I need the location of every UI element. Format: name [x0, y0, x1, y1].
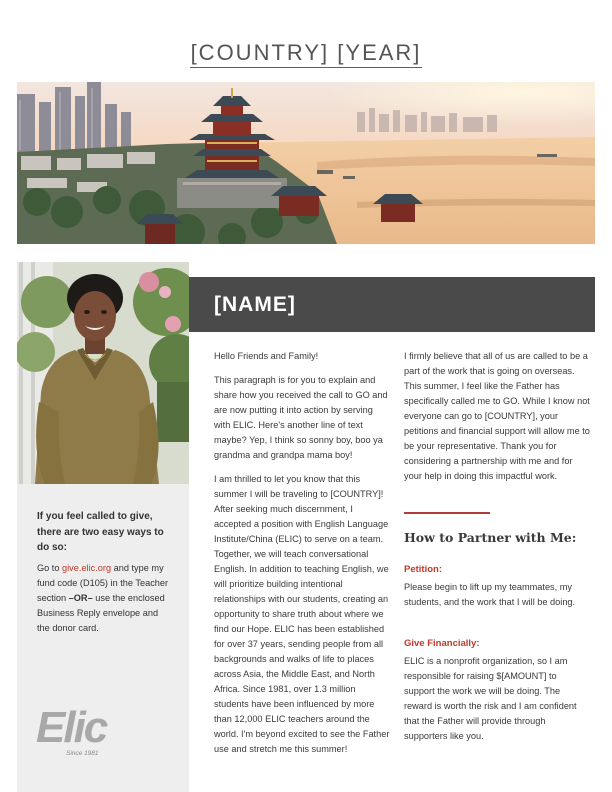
letter-column-left [214, 349, 390, 766]
page-title: [COUNTRY] [YEAR] [190, 40, 422, 65]
title-underline [190, 67, 422, 68]
give-title: Give Financially: [404, 638, 480, 649]
letter-paragraph: I am thrilled to let you know that this summer I will be traveling to [COUNTRY]! After seeking much discernment, I accepted a position with English Language Institute/China (ELIC) to serve on a team. Together, we will teach conversational English. In addition to teaching English, we will prioritize building intentional relationships with our students, creating an opportunity to share truth about where we find our Hope. ELIC has been established for over 37 years, sending people from all backgrounds and walks of life to places across Asia, the Middle East, and North Africa. Since 1981, over 1.3 million students have been influenced by more than 12,000 ELIC teachers around the world. I'm beyond excited to see the Father use and stretch me this summer! [214, 474, 390, 754]
letter-paragraph: This paragraph is for you to explain and share how you received the call to GO and are now putting it into action by serving with ELIC. Here's another line of text maybe? Yep, I think so sonny boy, boo ya grandma and grandpa mama boy! [214, 375, 388, 460]
partner-heading: How to Partner with Me: [404, 530, 577, 545]
give-link[interactable]: give.elic.org [62, 563, 112, 573]
instruction-prefix: Go to [37, 563, 63, 573]
instruction-suffix: use the enclosed Business Reply envelope and the donor card. [37, 593, 165, 633]
give-body: ELIC is a nonprofit organization, so I am responsible for raising $[AMOUNT] to support the work we will be doing. The reward is worth the risk and I am confident that the Father will provide through supporters like you. [404, 656, 577, 741]
petition-body: Please begin to lift up my teammates, my students, and the work that I will be doing. [404, 582, 576, 607]
elic-logo [36, 703, 122, 760]
name-heading: [NAME] [214, 293, 296, 316]
or-separator: –OR– [68, 593, 93, 603]
letter-paragraph: I firmly believe that all of us are called to be a part of the work that is going on overseas. This summer, I feel like the Father has specifically called me to GO. While I know not everyone can go to [COUNTRY], your petitions and financial support will allow me to be your representative. Thank you for considering a partnership with me and for your help in doing this impactful work. [404, 351, 590, 481]
greeting: Hello Friends and Family! [214, 351, 319, 361]
sidebar-lead: If you feel called to give, there are two easy ways to do so: [37, 511, 164, 553]
petition-title: Petition: [404, 564, 442, 575]
letter-column-right [404, 349, 590, 493]
hero-image [17, 82, 595, 244]
section-divider [404, 512, 490, 514]
logo-tagline: Since 1981 [66, 750, 99, 757]
instruction-middle: and type my fund code (D105) in the Teacher section [37, 563, 169, 603]
sidebar-instructions [37, 561, 169, 636]
portrait-photo [17, 262, 189, 484]
logo-wordmark: Elic [36, 703, 107, 752]
